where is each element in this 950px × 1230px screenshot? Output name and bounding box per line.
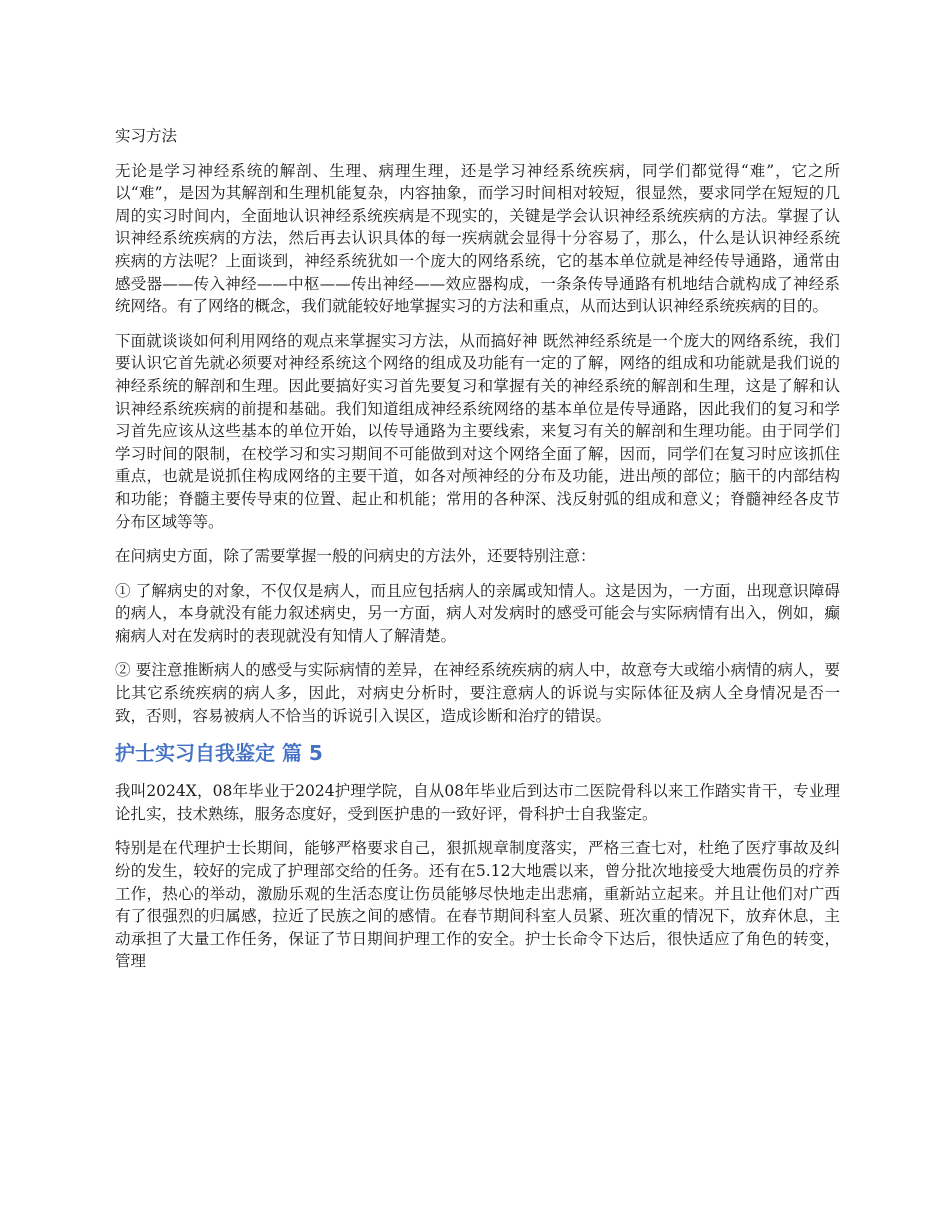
document-page [115,125,840,985]
paragraph: 特别是在代理护士长期间，能够严格要求自己，狠抓规章制度落实，严格三查七对，杜绝了医疗事故及纠纷的发生，较好的完成了护理部交给的任务。还有在5.12大地震以来，曾分批次地接受大地震伤员的疗养工作，热心的举动，激励乐观的生活态度让伤员能够尽快地走出悲痛，重新站立起来。并且让他们对广西有了很强烈的归属感，拉近了民族之间的感情。在春节期间科室人员紧、班次重的情况下，放弃休息，主动承担了大量工作任务，保证了节日期间护理工作的安全。护士长命令下达后，很快适应了角色的转变，管理 [115,839,840,971]
paragraph: 在问病史方面，除了需要掌握一般的问病史的方法外，还要特别注意： [115,547,596,566]
paragraph: 下面就谈谈如何利用网络的观点来掌握实习方法，从而搞好神 既然神经系统是一个庞大的网络系统，我们要认识它首先就必须要对神经系统这个网络的组成及功能有一定的了解，网络的组成和功能就是我们说的神经系统的解剖和生理。因此要搞好实习首先要复习和掌握有关的神经系统的解剖和生理，这是了解和认识神经系统疾病的前提和基础。我们知道组成神经系统网络的基本单位是传导通路，因此我们的复习和学习首先应该从这些基本的单位开始，以传导通路为主要线索，来复习有关的解剖和生理功能。由于同学们学习时间的限制，在校学习和实习期间不可能做到对这个网络全面了解，因而，同学们在复习时应该抓住重点，也就是说抓住构成网络的主要干道，如各对颅神经的分布及功能，进出颅的部位；脑干的内部结构和功能；脊髓主要传导束的位置、起止和机能；常用的各种深、浅反射弧的组成和意义；脊髓神经各皮节分布区域等等。 [115,331,840,531]
section-heading: 护士实习自我鉴定 篇 5 [115,741,323,766]
paragraph: 无论是学习神经系统的解剖、生理、病理生理，还是学习神经系统疾病，同学们都觉得“难”，它之所以“难”，是因为其解剖和生理机能复杂，内容抽象，而学习时间相对较短，很显然，要求同学在短短的几周的实习时间内，全面地认识神经系统疾病是不现实的，关键是学会认识神经系统疾病的方法。掌握了认识神经系统疾病的方法，然后再去认识具体的每一疾病就会显得十分容易了，那么，什么是认识神经系统疾病的方法呢？上面谈到，神经系统犹如一个庞大的网络系统，它的基本单位就是神经传导通路，通常由感受器——传入神经——中枢——传出神经——效应器构成，一条条传导通路有机地结合就构成了神经系统网络。有了网络的概念，我们就能较好地掌握实习的方法和重点，从而达到认识神经系统疾病的目的。 [115,161,840,316]
list-item: ② 要注意推断病人的感受与实际病情的差异，在神经系统疾病的病人中，故意夸大或缩小病情的病人，要比其它系统疾病的病人多，因此，对病史分析时，要注意病人的诉说与实际体征及病人全身情况是否一致，否则，容易被病人不恰当的诉说引入误区，造成诊断和治疗的错误。 [115,661,840,725]
paragraph: 我叫2024X，08年毕业于2024护理学院，自从08年毕业后到达市二医院骨科以来工作踏实肯干，专业理论扎实，技术熟练，服务态度好，受到医护患的一致好评，骨科护士自我鉴定。 [115,782,840,823]
list-item: ① 了解病史的对象，不仅仅是病人，而且应包括病人的亲属或知情人。这是因为，一方面，出现意识障碍的病人，本身就没有能力叙述病史，另一方面，病人对发病时的感受可能会与实际病情有出入，例如，癫痫病人对在发病时的表现就没有知情人了解清楚。 [115,581,840,645]
section-title: 实习方法 [115,127,178,145]
